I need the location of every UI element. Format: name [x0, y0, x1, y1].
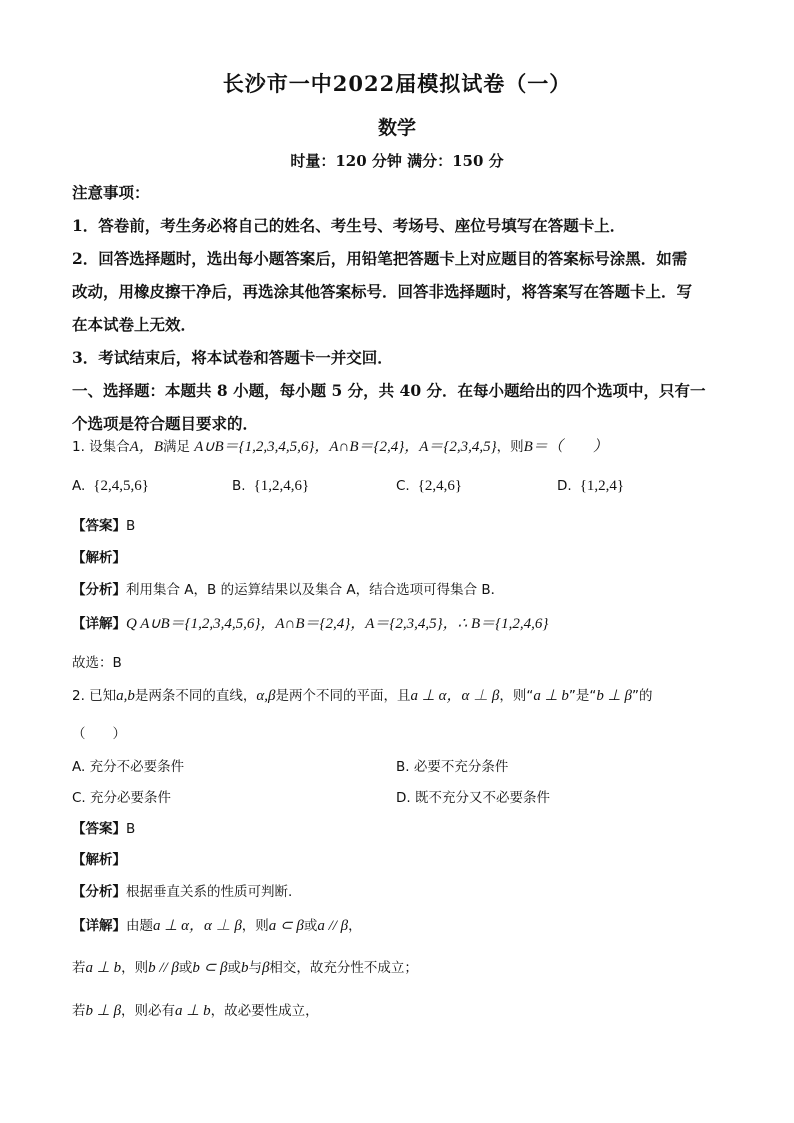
note-line: 1．答卷前，考生务必将自己的姓名、考生号、考场号、座位号填写在答题卡上． — [72, 216, 626, 235]
note-line: 改动，用橡皮擦干净后，再选涂其他答案标号．回答非选择题时，将答案写在答题卡上．写 — [72, 282, 693, 301]
q2-xiangjie-line2: 若a ⊥ b，则b // β或b ⊂ β或b与β相交，故充分性不成立； — [72, 960, 418, 976]
section-heading-line2: 个选项是符合题目要求的． — [72, 414, 259, 433]
q2-option-b: B. 必要不充分条件 — [396, 759, 509, 775]
notes-heading: 注意事项： — [72, 183, 150, 202]
q1-analysis-tag: 【解析】 — [72, 550, 126, 566]
notes-block — [72, 176, 722, 440]
q2-xiangjie-line1: 【详解】由题a ⊥ α，α ⊥ β，则a ⊂ β或a // β， — [72, 918, 362, 934]
q1-fenxi: 【分析】利用集合 A，B 的运算结果以及集合 A，结合选项可得集合 B． — [72, 582, 505, 598]
note-line: 2．回答选择题时，选出每小题答案后，用铅笔把答题卡上对应题目的答案标号涂黑．如需 — [72, 249, 688, 268]
q2-answer: 【答案】B — [72, 821, 136, 837]
q2-xiangjie-line3: 若b ⊥ β，则必有a ⊥ b，故必要性成立， — [72, 1003, 319, 1019]
q2-fenxi: 【分析】根据垂直关系的性质可判断. — [72, 884, 293, 900]
section-heading-line1: 一、选择题：本题共 8 小题，每小题 5 分，共 40 分．在每小题给出的四个选项中，只有一 — [72, 381, 706, 400]
note-line: 在本试卷上无效． — [72, 315, 197, 334]
q1-conclusion: 故选：B — [72, 655, 122, 671]
q2-stem: 2. 已知a,b是两条不同的直线，α,β是两个不同的平面，且a ⊥ α，α ⊥ β，则“a ⊥ b”是“b ⊥ β”的 — [72, 688, 653, 704]
q1-option-a: A. {2,4,5,6} — [72, 478, 149, 494]
q2-option-c: C. 充分必要条件 — [72, 790, 172, 806]
q2-paren: （ ） — [72, 726, 126, 742]
q1-xiangjie: 【详解】Q A∪B＝{1,2,3,4,5,6}，A∩B＝{2,4}，A＝{2,3,4,5}，∴ B＝{1,2,4,6} — [72, 616, 549, 632]
q1-option-c: C. {2,4,6} — [396, 478, 463, 494]
note-line: 3．考试结束后，将本试卷和答题卡一并交回． — [72, 348, 393, 367]
exam-subject: 数学 — [377, 117, 416, 139]
q1-stem-math: A∪B＝{1,2,3,4,5,6}，A∩B＝{2,4}，A＝{2,3,4,5} — [194, 439, 497, 455]
exam-meta: 时量：120 分钟 满分：150 分 — [290, 152, 504, 170]
exam-title: 长沙市一中2022届模拟试卷（一） — [222, 71, 572, 96]
q2-option-d: D. 既不充分又不必要条件 — [396, 790, 550, 806]
q1-answer: 【答案】B — [72, 518, 136, 534]
q1-option-b: B. {1,2,4,6} — [232, 478, 310, 494]
q1-stem: 1. 设集合A，B满足 A∪B＝{1,2,3,4,5,6}，A∩B＝{2,4}，A＝{2,3,4,5}，则B＝（ ） — [72, 439, 608, 455]
q2-option-a: A. 充分不必要条件 — [72, 759, 185, 775]
q2-analysis-tag: 【解析】 — [72, 852, 126, 868]
q1-option-d: D. {1,2,4} — [557, 478, 625, 494]
